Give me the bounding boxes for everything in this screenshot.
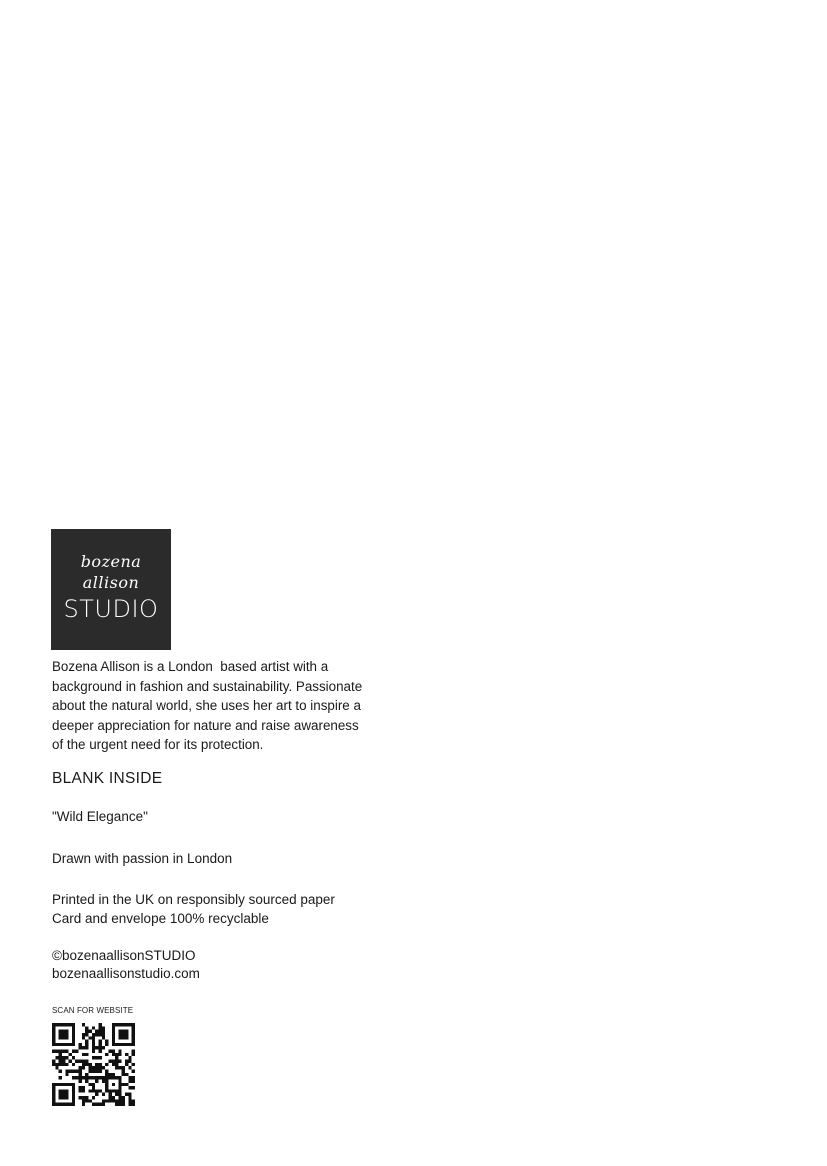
drawn-statement: Drawn with passion in London [52, 851, 233, 866]
studio-logo [51, 529, 171, 650]
printing-info [52, 891, 335, 928]
printing-line: Printed in the UK on responsibly sourced paper [52, 892, 335, 907]
scan-label: SCAN FOR WEBSITE [52, 1006, 134, 1015]
logo-script-line1: bozena [80, 552, 142, 571]
bio-line-4: deeper appreciation for nature and raise awareness [52, 717, 359, 733]
website-link[interactable]: bozenaallisonstudio.com [52, 965, 200, 981]
logo-studio-text: STUDIO [63, 595, 159, 623]
bio-line-5: of the urgent need for its protection. [52, 737, 264, 753]
recyclable-line: Card and envelope 100% recyclable [52, 910, 269, 926]
qr-code[interactable] [52, 1023, 135, 1106]
bio-line-2: background in fashion and sustainability. Passionate [52, 678, 363, 694]
artist-bio [52, 657, 412, 755]
bio-line-1: Bozena Allison is a London based artist with a [52, 659, 329, 674]
blank-inside-label: BLANK INSIDE [52, 770, 163, 787]
card-title: "Wild Elegance" [52, 809, 148, 824]
contact-info [52, 947, 200, 982]
social-handle: ©bozenaallisonSTUDIO [52, 948, 196, 963]
bio-line-3: about the natural world, she uses her art to inspire a [52, 698, 361, 714]
logo-script-line2: allison [82, 573, 140, 592]
